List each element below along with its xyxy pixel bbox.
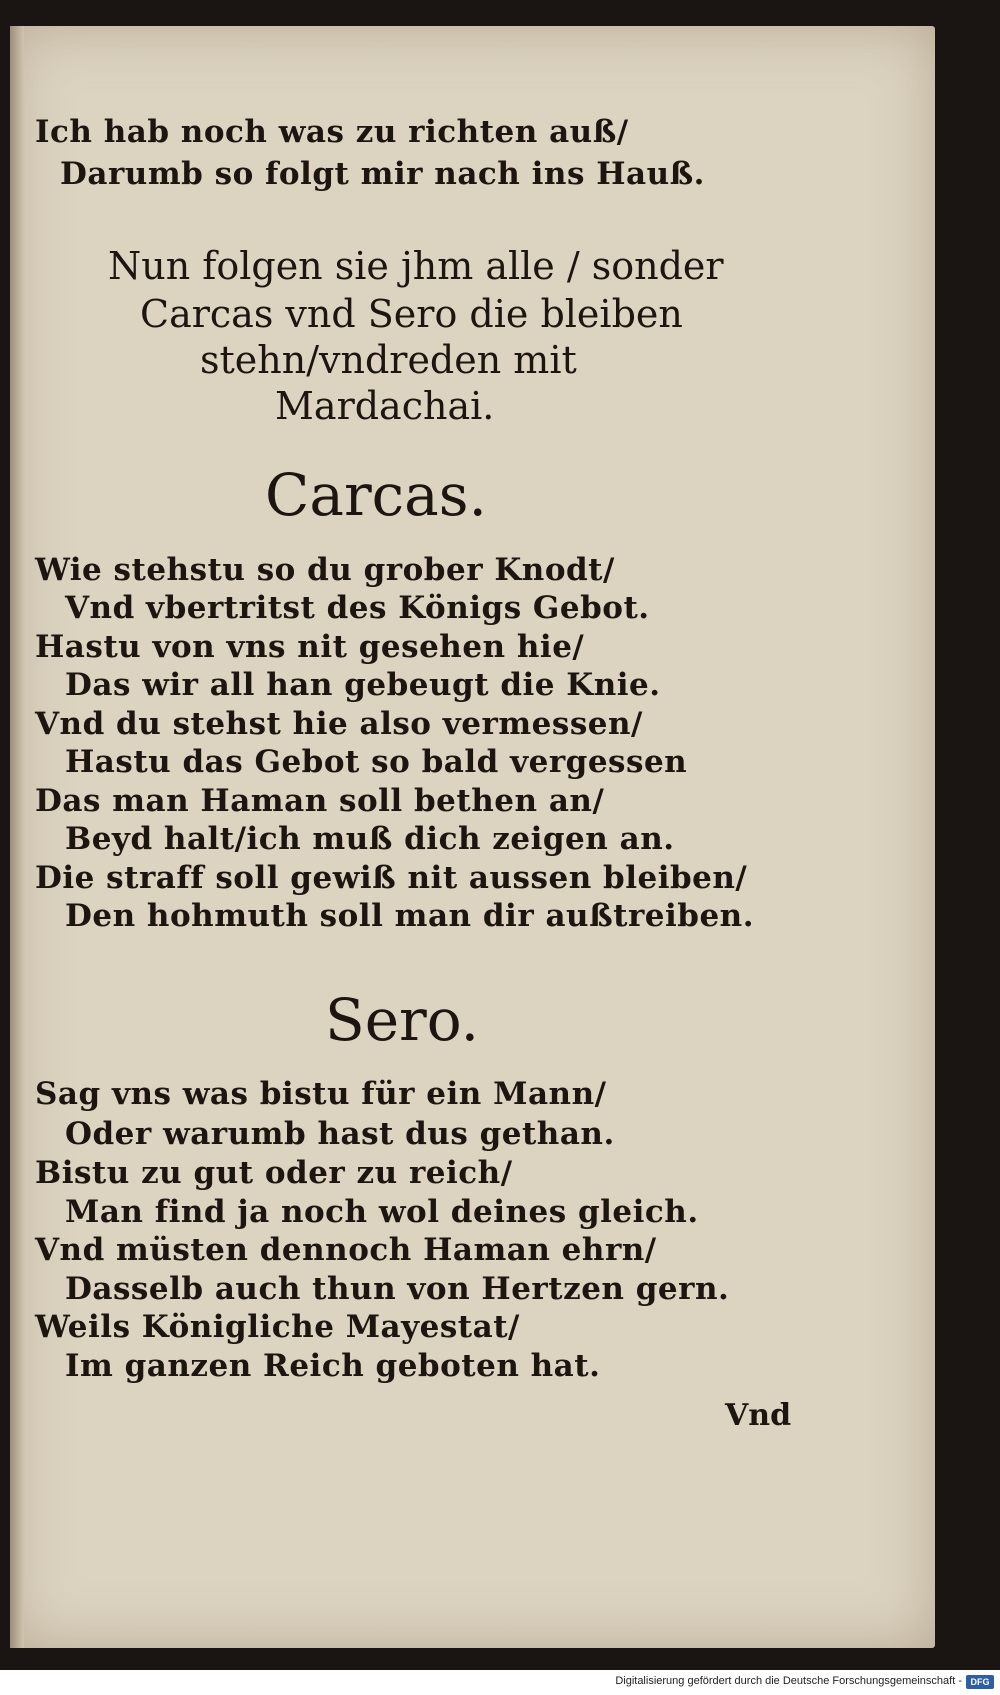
verse-line: Hastu von vns nit gesehen hie/ bbox=[35, 629, 585, 665]
verse-line: Darumb so folgt mir nach ins Hauß. bbox=[60, 156, 705, 192]
verse-line: Im ganzen Reich geboten hat. bbox=[65, 1348, 601, 1384]
verse-line: Man find ja noch wol deines gleich. bbox=[65, 1194, 699, 1230]
verse-line: Hastu das Gebot so bald vergessen bbox=[65, 744, 688, 780]
footer-bar bbox=[0, 1672, 1000, 1695]
book-page bbox=[10, 26, 935, 1648]
verse-line: Den hohmuth soll man dir außtreiben. bbox=[65, 898, 755, 934]
verse-line: Das man Haman soll bethen an/ bbox=[35, 783, 605, 819]
verse-line: Die straff soll gewiß nit aussen bleiben/ bbox=[35, 860, 748, 896]
verse-line: Vnd vbertritst des Königs Gebot. bbox=[65, 590, 650, 626]
funding-credit: Digitalisierung gefördert durch die Deutsche Forschungsgemeinschaft - bbox=[615, 1675, 962, 1687]
verse-line: Oder warumb hast dus gethan. bbox=[65, 1116, 615, 1152]
verse-line: Vnd müsten dennoch Haman ehrn/ bbox=[35, 1232, 657, 1268]
verse-line: Wie stehstu so du grober Knodt/ bbox=[35, 552, 615, 588]
verse-line: Bistu zu gut oder zu reich/ bbox=[35, 1155, 513, 1191]
stage-direction-line: Mardachai. bbox=[275, 384, 495, 428]
speaker-heading: Carcas. bbox=[265, 461, 487, 529]
speaker-heading: Sero. bbox=[325, 986, 480, 1054]
dfg-logo: DFG bbox=[966, 1675, 994, 1689]
catchword: Vnd bbox=[725, 1398, 792, 1433]
verse-line: Das wir all han gebeugt die Knie. bbox=[65, 667, 661, 703]
verse-line: Beyd halt/ich muß dich zeigen an. bbox=[65, 821, 675, 857]
page-gutter bbox=[10, 26, 24, 1648]
stage-direction-line: stehn/vndreden mit bbox=[200, 338, 577, 382]
verse-line: Ich hab noch was zu richten auß/ bbox=[35, 114, 629, 150]
verse-line: Sag vns was bistu für ein Mann/ bbox=[35, 1076, 607, 1112]
verse-line: Weils Königliche Mayestat/ bbox=[35, 1309, 520, 1345]
verse-line: Dasselb auch thun von Hertzen gern. bbox=[65, 1271, 730, 1307]
verse-line: Vnd du stehst hie also vermessen/ bbox=[35, 706, 643, 742]
stage-direction-line: Nun folgen sie jhm alle / sonder bbox=[108, 244, 724, 288]
stage-direction-line: Carcas vnd Sero die bleiben bbox=[140, 292, 683, 336]
